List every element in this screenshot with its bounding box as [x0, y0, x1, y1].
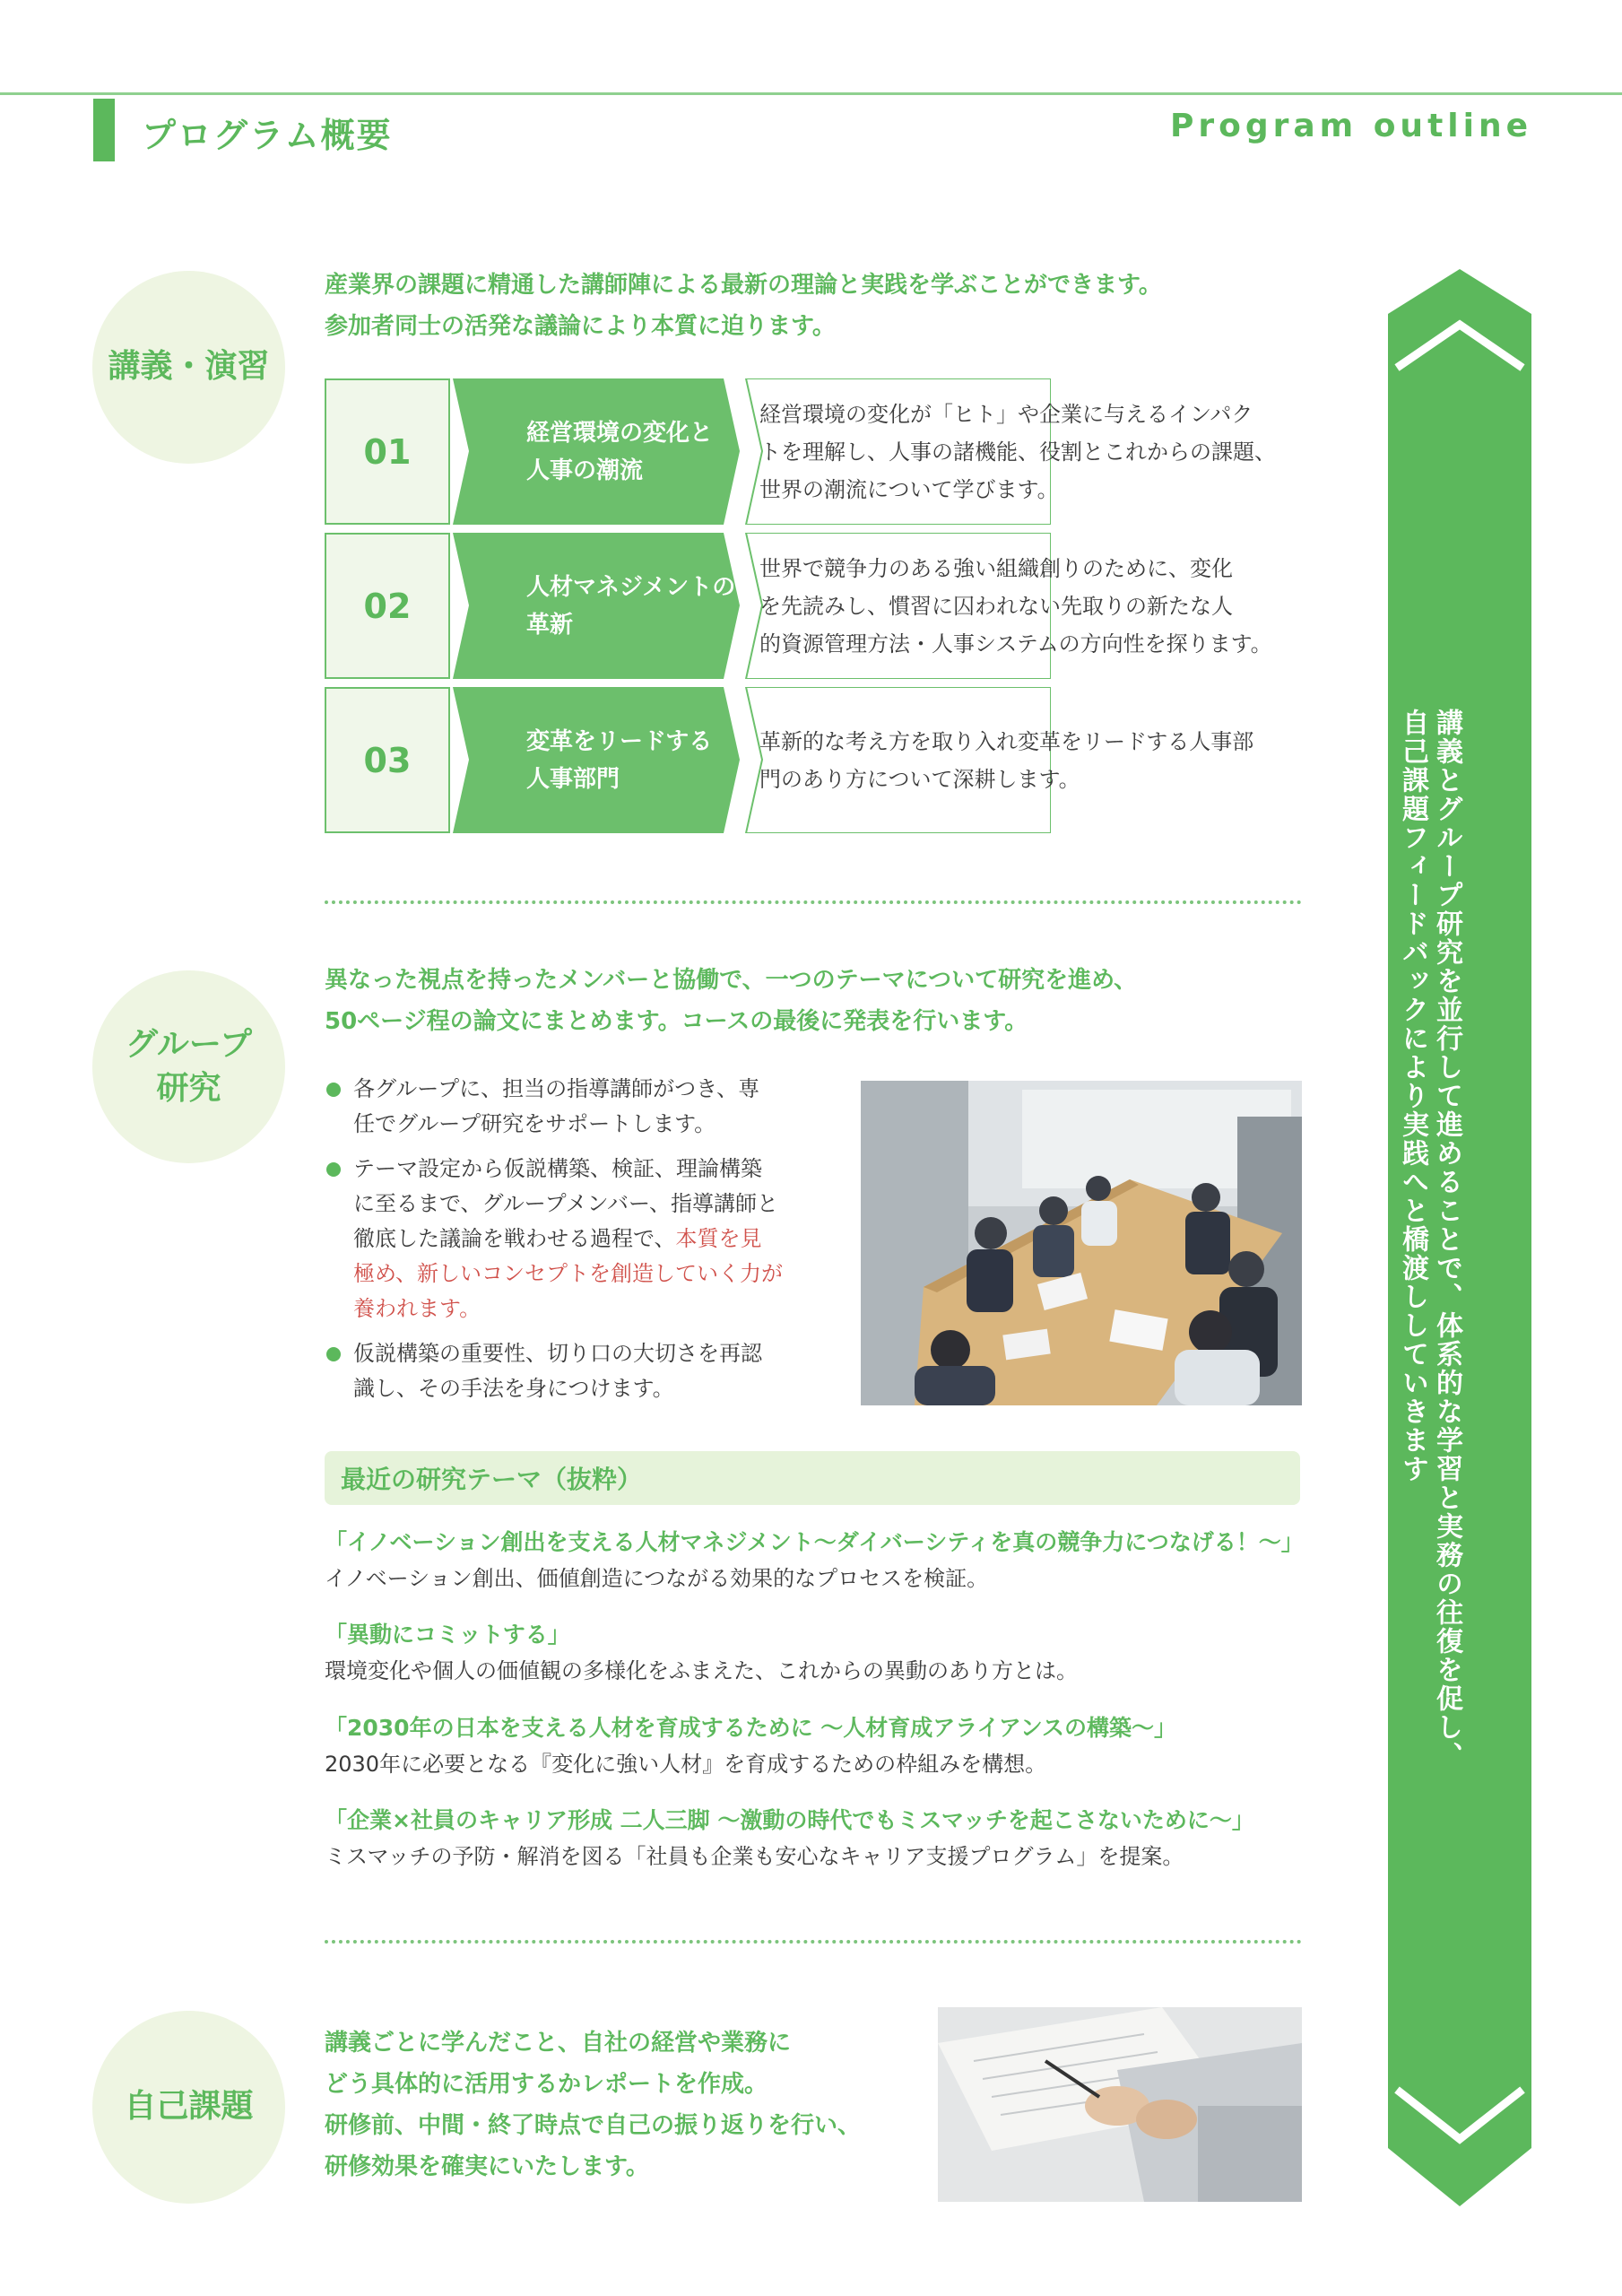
item-number: 02 — [325, 533, 450, 679]
lecture-item-01 — [325, 378, 1302, 525]
lecture-intro — [325, 265, 1162, 347]
highlight-text: 本質を見 — [675, 1226, 762, 1251]
group-meeting-photo — [861, 1081, 1302, 1405]
research-theme-item — [325, 1525, 1311, 1596]
research-theme-item — [325, 1617, 1311, 1689]
theme-description: 環境変化や個人の価値観の多様化をふまえた、これからの異動のあり方とは。 — [325, 1658, 1078, 1683]
item-number: 01 — [325, 378, 450, 525]
page-title: プログラム概要 — [142, 116, 393, 155]
theme-title: 「企業×社員のキャリア形成 二人三脚 〜激動の時代でもミスマッチを起こさないために〜」 — [325, 1807, 1254, 1833]
group-badge-label: 研究 — [156, 1069, 221, 1107]
item-description: 世界で競争力のある強い組織創りのために、変化 を先読みし、慣習に囚われない先取りの新たな人 的資源管理方法・人事システムの方向性を探ります。 — [759, 555, 1272, 657]
group-intro — [325, 960, 1137, 1042]
lecture-intro-line: 産業界の課題に精通した講師陣による最新の理論と実践を学ぶことができます。 — [325, 272, 1162, 299]
theme-title: 「異動にコミットする」 — [325, 1622, 570, 1648]
bullet-icon — [326, 1162, 341, 1177]
section-divider — [325, 1940, 1302, 1944]
process-arrow-banner — [1388, 269, 1531, 2206]
group-badge — [92, 970, 285, 1163]
list-item: テーマ設定から仮説構築、検証、理論構築 に至るまで、グループメンバー、指導講師と 徹底した議論を戦わせる過程で、本質を見 極め、新しいコンセプトを創造していく力が 養われます。 — [325, 1152, 827, 1326]
item-number: 03 — [325, 687, 450, 833]
theme-title: 「イノベーション創出を支える人材マネジメント〜ダイバーシティを真の競争力につなげる！〜」 — [325, 1529, 1304, 1555]
section-divider — [325, 900, 1302, 904]
group-bullet-list — [325, 1072, 827, 1416]
item-title: 経営環境の変化と 人事の潮流 — [526, 419, 714, 484]
page-title-en: Program outline — [1169, 108, 1532, 144]
header-accent-bar — [93, 99, 115, 161]
highlight-text: 極め、新しいコンセプトを創造していく力が — [353, 1261, 784, 1286]
self-description: 講義ごとに学んだこと、自社の経営や業務に どう具体的に活用するかレポートを作成。 研修前、中間・終了時点で自己の振り返りを行い、 研修効果を確実にいたします。 — [325, 2030, 862, 2180]
list-item: 各グループに、担当の指導講師がつき、専 任でグループ研究をサポートします。 — [325, 1072, 827, 1142]
research-themes-heading: 最近の研究テーマ（抜粋） — [325, 1451, 1300, 1505]
lecture-intro-line: 参加者同士の活発な議論により本質に迫ります。 — [325, 313, 836, 340]
lecture-badge-label: 講義・演習 — [108, 348, 270, 386]
item-description: 革新的な考え方を取り入れ変革をリードする人事部 門のあり方について深耕します。 — [759, 728, 1254, 792]
research-theme-item — [325, 1803, 1311, 1874]
group-intro-line: 異なった視点を持ったメンバーと協働で、一つのテーマについて研究を進め、 — [325, 967, 1138, 994]
bullet-icon — [326, 1347, 341, 1361]
list-item: 仮説構築の重要性、切り口の大切さを再認 識し、その手法を身につけます。 — [325, 1336, 827, 1406]
theme-description: 2030年に必要となる『変化に強い人材』を育成するための枠組みを構想。 — [325, 1752, 1047, 1777]
theme-description: イノベーション創出、価値創造につながる効果的なプロセスを検証。 — [325, 1566, 989, 1591]
group-intro-line: 50ページ程の論文にまとめます。コースの最後に発表を行います。 — [325, 1008, 1028, 1035]
lecture-item-02 — [325, 533, 1302, 679]
item-description: 経営環境の変化が「ヒト」や企業に与えるインパク トを理解し、人事の諸機能、役割とこれからの課題、 世界の潮流について学びます。 — [759, 401, 1276, 502]
theme-title: 「2030年の日本を支える人材を育成するために 〜人材育成アライアンスの構築〜」 — [325, 1715, 1177, 1741]
item-title: 変革をリードする 人事部門 — [526, 727, 713, 793]
research-theme-item — [325, 1710, 1311, 1782]
bullet-icon — [326, 1083, 341, 1097]
header-rule — [0, 92, 1622, 95]
report-writing-photo — [938, 2007, 1302, 2202]
self-badge-label: 自己課題 — [124, 2088, 254, 2126]
highlight-text: 養われます。 — [353, 1296, 481, 1321]
item-title: 人材マネジメントの 革新 — [526, 573, 736, 639]
group-badge-label: グループ — [125, 1025, 253, 1063]
self-badge — [92, 2011, 285, 2204]
lecture-badge — [92, 271, 285, 464]
lecture-item-03 — [325, 687, 1302, 833]
banner-text: 講義とグループ研究を並行して進めることで、体系的な学習と実務の往復を促し、 自己課題フィードバックにより実践へと橋渡ししていきます — [1397, 709, 1462, 1770]
theme-description: ミスマッチの予防・解消を図る「社員も企業も安心なキャリア支援プログラム」を提案。 — [325, 1844, 1184, 1869]
